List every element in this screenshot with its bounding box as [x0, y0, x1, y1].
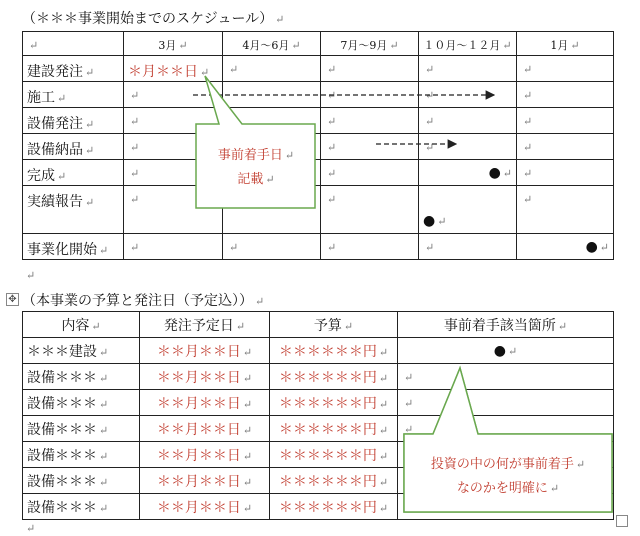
header-cell-jul-sep: 7月～9月 ↵	[321, 32, 419, 56]
item-cell: 設備＊＊＊ ↵	[23, 442, 140, 468]
header-item: 内容 ↵	[23, 312, 140, 338]
row-label: 設備納品 ↵	[23, 134, 124, 160]
amount-cell: ＊＊＊＊＊＊円 ↵	[270, 390, 398, 416]
cell: ↵	[419, 234, 517, 260]
completion-marker: ●	[488, 165, 501, 181]
cell: ↵	[223, 234, 321, 260]
header-cell-apr-jun: 4月～6月 ↵	[223, 32, 321, 56]
header-cell-jan: 1月 ↵	[517, 32, 614, 56]
row-label: 建設発注 ↵	[23, 56, 124, 82]
header-budget: 予算 ↵	[270, 312, 398, 338]
cell: ↵	[321, 186, 419, 234]
cell: ↵	[517, 108, 614, 134]
header-cell-oct-dec: １０月～１２月 ↵	[419, 32, 517, 56]
callout-1-line-1: 事前着手日 ↵	[217, 148, 295, 163]
item-cell: 設備＊＊＊ ↵	[23, 494, 140, 520]
cell: ↵	[419, 56, 517, 82]
paragraph-mark: ↵	[26, 269, 36, 282]
row-label: 実績報告 ↵	[23, 186, 124, 234]
amount-cell: ＊＊＊＊＊＊円 ↵	[270, 494, 398, 520]
construction-order-date: ＊月＊＊日 ↵	[124, 56, 223, 82]
report-marker: ●	[423, 213, 436, 229]
item-cell: ＊＊＊建設 ↵	[23, 338, 140, 364]
date-cell: ＊＊月＊＊日 ↵	[140, 390, 270, 416]
cell: ↵	[124, 134, 223, 160]
paragraph-mark-end: ↵	[26, 522, 36, 535]
cell: ↵	[321, 82, 419, 108]
cell: ↵	[321, 56, 419, 82]
cell: ↵	[517, 82, 614, 108]
header-cell-march: 3月 ↵	[124, 32, 223, 56]
cell: ↵	[419, 134, 517, 160]
cell: ↵	[124, 108, 223, 134]
pre-start-cell: ● ↵	[398, 338, 614, 364]
cell: ↵	[124, 234, 223, 260]
cell: ● ↵	[419, 186, 517, 234]
callout-1-line-2: 記載 ↵	[237, 172, 275, 187]
item-cell: 設備＊＊＊ ↵	[23, 468, 140, 494]
cell: ↵	[419, 108, 517, 134]
cell: ↵	[517, 56, 614, 82]
cell: ● ↵	[517, 234, 614, 260]
pre-start-cell: ↵	[398, 364, 614, 390]
start-marker: ●	[585, 239, 598, 255]
amount-cell: ＊＊＊＊＊＊円 ↵	[270, 442, 398, 468]
cell: ● ↵	[419, 160, 517, 186]
cell: ↵	[419, 82, 517, 108]
cell: ↵	[124, 82, 223, 108]
row-label: 施工 ↵	[23, 82, 124, 108]
table-move-handle-icon[interactable]: ✥	[6, 293, 19, 306]
amount-cell: ＊＊＊＊＊＊円 ↵	[270, 338, 398, 364]
cell: ↵	[517, 160, 614, 186]
cell: ↵	[517, 186, 614, 234]
pre-start-cell: ↵	[398, 390, 614, 416]
item-cell: 設備＊＊＊ ↵	[23, 364, 140, 390]
date-cell: ＊＊月＊＊日 ↵	[140, 494, 270, 520]
amount-cell: ＊＊＊＊＊＊円 ↵	[270, 468, 398, 494]
cell: ↵	[517, 134, 614, 160]
date-cell: ＊＊月＊＊日 ↵	[140, 338, 270, 364]
cell: ↵	[321, 234, 419, 260]
table-resize-handle[interactable]	[616, 515, 628, 527]
pre-start-marker: ●	[493, 342, 506, 359]
date-cell: ＊＊月＊＊日 ↵	[140, 416, 270, 442]
date-cell: ＊＊月＊＊日 ↵	[140, 364, 270, 390]
row-label: 事業化開始 ↵	[23, 234, 124, 260]
callout-2-line-1: 投資の中の何が事前着手 ↵	[430, 457, 586, 472]
amount-cell: ＊＊＊＊＊＊円 ↵	[270, 416, 398, 442]
cell: ↵	[124, 186, 223, 234]
pre-start-cell: ↵	[398, 416, 614, 442]
amount-cell: ＊＊＊＊＊＊円 ↵	[270, 364, 398, 390]
cell: ↵	[321, 160, 419, 186]
row-label: 完成 ↵	[23, 160, 124, 186]
cell: ↵	[321, 108, 419, 134]
cell: ↵	[223, 56, 321, 82]
budget-heading: （本事業の予算と発注日（予定込）） ↵	[22, 293, 265, 309]
date-cell: ＊＊月＊＊日 ↵	[140, 468, 270, 494]
date-cell: ＊＊月＊＊日 ↵	[140, 442, 270, 468]
item-cell: 設備＊＊＊ ↵	[23, 416, 140, 442]
row-label: 設備発注 ↵	[23, 108, 124, 134]
header-date: 発注予定日 ↵	[140, 312, 270, 338]
item-cell: 設備＊＊＊ ↵	[23, 390, 140, 416]
schedule-heading: （＊＊＊事業開始までのスケジュール） ↵	[22, 11, 285, 27]
header-pre-start: 事前着手該当箇所 ↵	[398, 312, 614, 338]
cell: ↵	[124, 160, 223, 186]
header-cell-empty: ↵	[23, 32, 124, 56]
cell: ↵	[321, 134, 419, 160]
callout-2-line-2: なのかを明確に ↵	[456, 481, 560, 496]
